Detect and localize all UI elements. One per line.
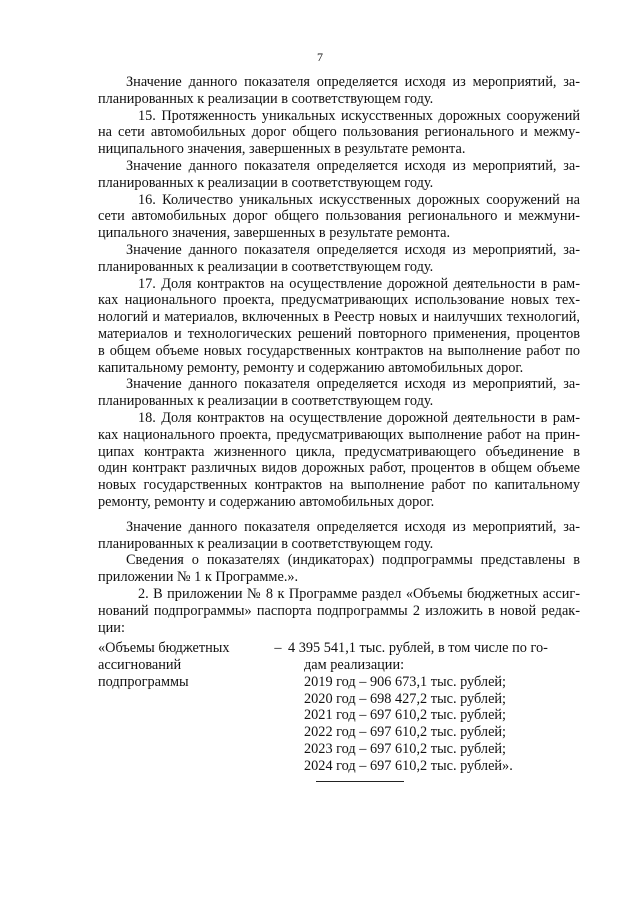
text-line: капитальному ремонту, ремонту и содержанию автомобильных дорог. [98,359,524,376]
text-line: ках национального проекта, предусматривающих использование новых тех- [98,292,580,309]
text-line: Сведения о показателях (индикаторах) подпрограммы представлены в [126,552,580,569]
text-line: сети автомобильных дорог общего пользования регионального и межмуни- [98,208,580,225]
paragraph [98,586,580,636]
paragraph [98,192,580,242]
text-line: нований подпрограммы» паспорта подпрограммы 2 изложить в новой редак- [98,602,580,619]
text-line: новых государственных контрактов на выполнение работ по капитальному [98,477,580,494]
paragraph [98,276,580,377]
paragraph-gap [98,511,580,519]
budget-total-line: 4 395 541,1 тыс. рублей, в том числе по го- [288,640,548,657]
text-line: Значение данного показателя определяется исходя из мероприятий, за- [126,518,580,535]
budget-dash: – [274,640,282,657]
budget-year-line: 2022 год – 697 610,2 тыс. рублей; [304,724,507,741]
end-divider [316,781,404,782]
text-line: планированных к реализации в соответствующем году. [98,535,434,552]
paragraph [98,552,580,586]
text-line: ципального значения, завершенных в результате ремонта. [98,225,451,242]
text-line: приложении № 1 к Программе.». [98,569,299,586]
paragraphs [98,74,580,636]
text-line: Значение данного показателя определяется исходя из мероприятий, за- [126,74,580,90]
text-line: 15. Протяженность уникальных искусственных дорожных сооружений [138,107,580,124]
text-line: в общем объеме новых государственных контрактов на выполнение работ по [98,342,580,359]
text-line: ках национального проекта, предусматривающих выполнение работ на прин- [98,426,580,443]
text-line: Значение данного показателя определяется исходя из мероприятий, за- [126,376,580,393]
paragraph [98,376,580,410]
budget-table [98,640,580,774]
budget-label-line: «Объемы бюджетных [98,640,230,657]
text-line: ремонту, ремонту и содержанию автомобильных дорог. [98,493,435,510]
paragraph [98,242,580,276]
paragraph [98,108,580,158]
page-number: 7 [317,50,323,64]
text-line: 16. Количество уникальных искусственных дорожных сооружений на [138,191,580,208]
budget-year-line: 2021 год – 697 610,2 тыс. рублей; [304,707,507,724]
budget-values [288,640,580,774]
budget-year-line: дам реализации: [304,657,405,674]
budget-year-line: 2023 год – 697 610,2 тыс. рублей; [304,741,507,758]
paragraph [98,74,580,108]
text-line: 18. Доля контрактов на осуществление дорожной деятельности в рам- [138,409,580,426]
text-line: планированных к реализации в соответствующем году. [98,258,434,275]
text-line: нологий и материалов, включенных в Реестр новых и наилучших технологий, [98,309,580,326]
text-line: планированных к реализации в соответствующем году. [98,393,434,410]
text-line: 2. В приложении № 8 к Программе раздел «Объемы бюджетных ассиг- [138,585,580,602]
text-line: 17. Доля контрактов на осуществление дорожной деятельности в рам- [138,275,580,292]
paragraph [98,519,580,553]
text-line: материалов и технологических решений повторного применения, процентов [98,325,580,342]
text-line: Значение данного показателя определяется исходя из мероприятий, за- [126,157,580,174]
budget-label-line: ассигнований [98,657,182,674]
paragraph [98,410,580,511]
text-line: на сети автомобильных дорог общего пользования регионального и межму- [98,124,580,141]
text-line: ции: [98,619,125,636]
budget-label [98,640,268,774]
budget-year-line: 2019 год – 906 673,1 тыс. рублей; [304,673,507,690]
text-line: Значение данного показателя определяется исходя из мероприятий, за- [126,241,580,258]
budget-year-line: 2024 год – 697 610,2 тыс. рублей». [304,757,513,774]
text-line: ципах контракта жизненного цикла, предусматривающего объединение в [98,443,580,460]
text-line: один контракт различных видов дорожных работ, процентов в общем объеме [98,460,580,477]
budget-year-line: 2020 год – 698 427,2 тыс. рублей; [304,690,507,707]
text-line: ниципального значения, завершенных в результате ремонта. [98,141,466,158]
text-line: планированных к реализации в соответствующем году. [98,90,434,107]
budget-label-line: подпрограммы [98,673,189,690]
document-body [98,74,580,775]
text-line: планированных к реализации в соответствующем году. [98,174,434,191]
paragraph [98,158,580,192]
